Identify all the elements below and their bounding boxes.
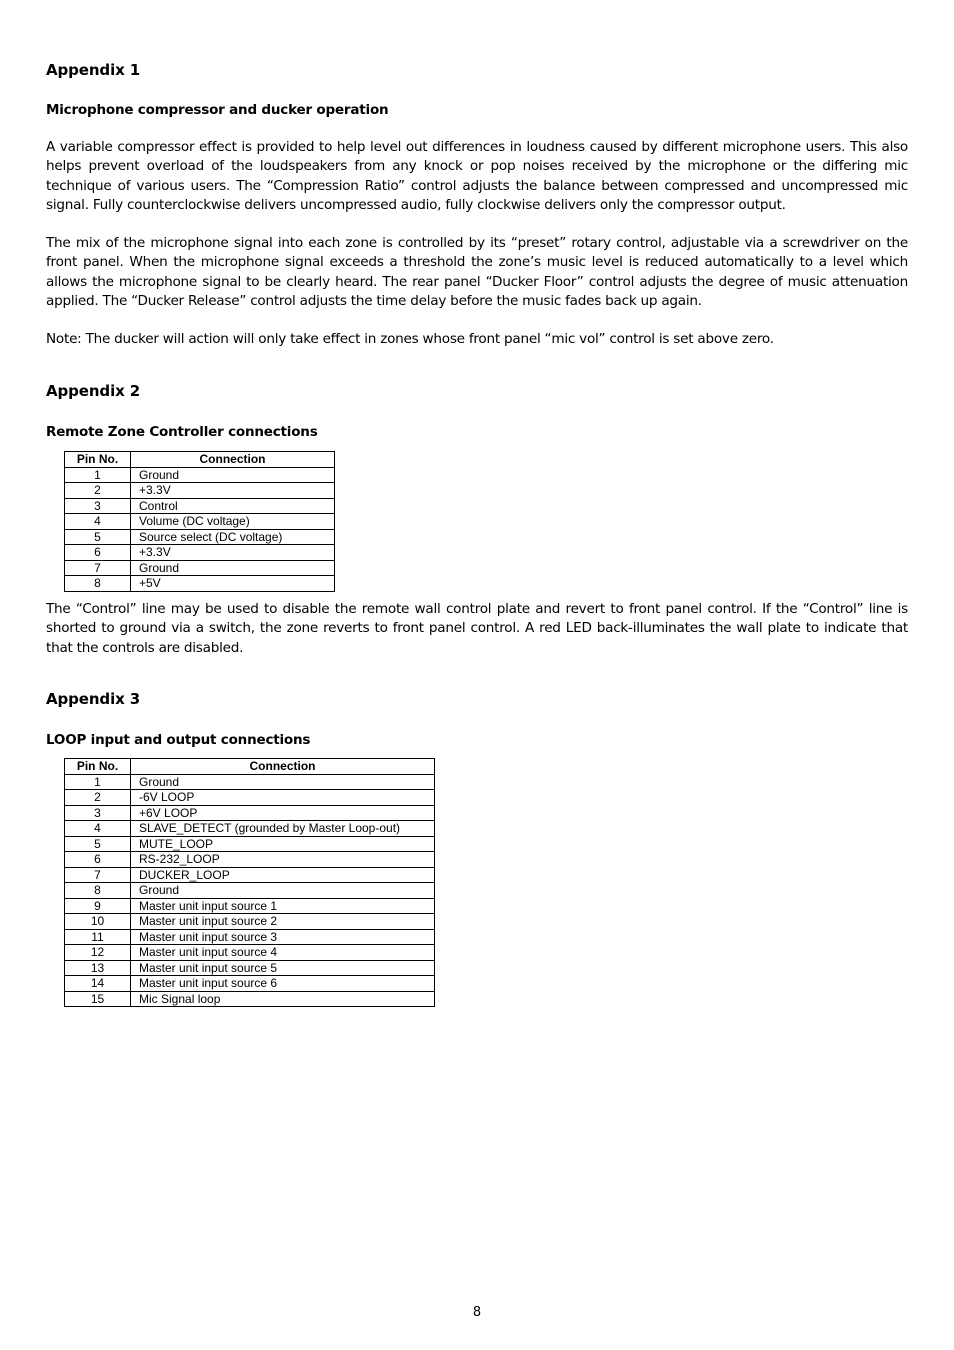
- pin-number-cell: 7: [65, 560, 131, 576]
- table-row: [65, 790, 435, 806]
- table-row: [65, 805, 435, 821]
- table-row: [65, 836, 435, 852]
- connection-cell: Ground: [131, 467, 335, 483]
- table-row: [65, 514, 335, 530]
- connection-cell: Source select (DC voltage): [131, 529, 335, 545]
- table-row: [65, 483, 335, 499]
- connection-cell: SLAVE_DETECT (grounded by Master Loop-out): [131, 821, 435, 837]
- pin-number-cell: 6: [65, 852, 131, 868]
- appendix-3-heading: Appendix 3: [46, 690, 141, 708]
- connection-cell: +3.3V: [131, 545, 335, 561]
- table-row: [65, 929, 435, 945]
- connection-cell: Ground: [131, 774, 435, 790]
- pin-number-cell: 6: [65, 545, 131, 561]
- appendix-3-subheading: LOOP input and output connections: [46, 732, 311, 748]
- appendix-2-paragraph: The “Control” line may be used to disable the remote wall control plate and revert to front panel control. If the “Control” line is shorted to ground via a switch, the zone reverts to front panel control. A red LED back-illuminates the wall plate to indicate that that the controls are disabled.: [46, 601, 908, 656]
- table-row: [65, 898, 435, 914]
- table-row: [65, 960, 435, 976]
- connection-cell: Ground: [131, 560, 335, 576]
- pin-number-cell: 2: [65, 790, 131, 806]
- pin-number-cell: 1: [65, 774, 131, 790]
- pin-number-cell: 9: [65, 898, 131, 914]
- connection-cell: +6V LOOP: [131, 805, 435, 821]
- pin-number-cell: 5: [65, 836, 131, 852]
- connection-cell: Master unit input source 4: [131, 945, 435, 961]
- connection-cell: +5V: [131, 576, 335, 592]
- table-row: [65, 945, 435, 961]
- pin-number-cell: 13: [65, 960, 131, 976]
- table-row: [65, 560, 335, 576]
- pin-number-cell: 1: [65, 467, 131, 483]
- appendix-1-paragraph: A variable compressor effect is provided to help level out differences in loudness caused by different microphone users. This also helps prevent overload of the loudspeakers from any knock or pop noises received by the microphone or the differing mic technique of various users. The “Compression Ratio” control adjusts the balance between compressed and uncompressed mic signal. Fully counterclockwise delivers uncompressed audio, fully clockwise delivers only the compressor output.: [46, 139, 908, 214]
- pin-number-cell: 15: [65, 991, 131, 1007]
- connection-cell: +3.3V: [131, 483, 335, 499]
- loop-connections-table: [64, 758, 435, 1007]
- connection-cell: Master unit input source 3: [131, 929, 435, 945]
- connection-cell: -6V LOOP: [131, 790, 435, 806]
- connection-cell: RS-232_LOOP: [131, 852, 435, 868]
- pin-number-cell: 11: [65, 929, 131, 945]
- pin-number-cell: 4: [65, 821, 131, 837]
- appendix-1-note: Note: The ducker will action will only take effect in zones whose front panel “mic vol” control is set above zero.: [46, 331, 774, 347]
- table-row: [65, 991, 435, 1007]
- pin-number-cell: 14: [65, 976, 131, 992]
- pin-number-cell: 7: [65, 867, 131, 883]
- table-header-pin: Pin No.: [65, 759, 131, 775]
- table-row: [65, 867, 435, 883]
- connection-cell: Master unit input source 2: [131, 914, 435, 930]
- appendix-2-heading: Appendix 2: [46, 382, 141, 400]
- connection-cell: Mic Signal loop: [131, 991, 435, 1007]
- connection-cell: DUCKER_LOOP: [131, 867, 435, 883]
- connection-cell: Master unit input source 1: [131, 898, 435, 914]
- pin-number-cell: 5: [65, 529, 131, 545]
- connection-cell: Master unit input source 6: [131, 976, 435, 992]
- pin-number-cell: 8: [65, 576, 131, 592]
- connection-cell: Ground: [131, 883, 435, 899]
- table-row: [65, 976, 435, 992]
- pin-number-cell: 4: [65, 514, 131, 530]
- connection-cell: Control: [131, 498, 335, 514]
- page-number: 8: [472, 1305, 482, 1320]
- appendix-1-subheading: Microphone compressor and ducker operation: [46, 102, 389, 118]
- table-row: [65, 576, 335, 592]
- table-row: [65, 467, 335, 483]
- pin-number-cell: 10: [65, 914, 131, 930]
- pin-number-cell: 8: [65, 883, 131, 899]
- appendix-2-subheading: Remote Zone Controller connections: [46, 424, 318, 440]
- table-row: [65, 883, 435, 899]
- table-header-connection: Connection: [131, 452, 335, 468]
- connection-cell: MUTE_LOOP: [131, 836, 435, 852]
- pin-number-cell: 12: [65, 945, 131, 961]
- table-header-connection: Connection: [131, 759, 435, 775]
- pin-number-cell: 3: [65, 805, 131, 821]
- table-row: [65, 852, 435, 868]
- appendix-1-paragraph: The mix of the microphone signal into each zone is controlled by its “preset” rotary control, adjustable via a screwdriver on the front panel. When the microphone signal exceeds a threshold the zone’s music level is reduced automatically to a level which allows the microphone signal to be clearly heard. The rear panel “Ducker Floor” control adjusts the degree of music attenuation applied. The “Ducker Release” control adjusts the time delay before the music fades back up again.: [46, 235, 908, 310]
- appendix-1-heading: Appendix 1: [46, 61, 141, 79]
- table-row: [65, 545, 335, 561]
- remote-zone-controller-table: [64, 451, 335, 592]
- table-row: [65, 498, 335, 514]
- table-row: [65, 774, 435, 790]
- pin-number-cell: 3: [65, 498, 131, 514]
- table-row: [65, 914, 435, 930]
- connection-cell: Volume (DC voltage): [131, 514, 335, 530]
- pin-number-cell: 2: [65, 483, 131, 499]
- table-row: [65, 529, 335, 545]
- table-header-pin: Pin No.: [65, 452, 131, 468]
- table-row: [65, 821, 435, 837]
- connection-cell: Master unit input source 5: [131, 960, 435, 976]
